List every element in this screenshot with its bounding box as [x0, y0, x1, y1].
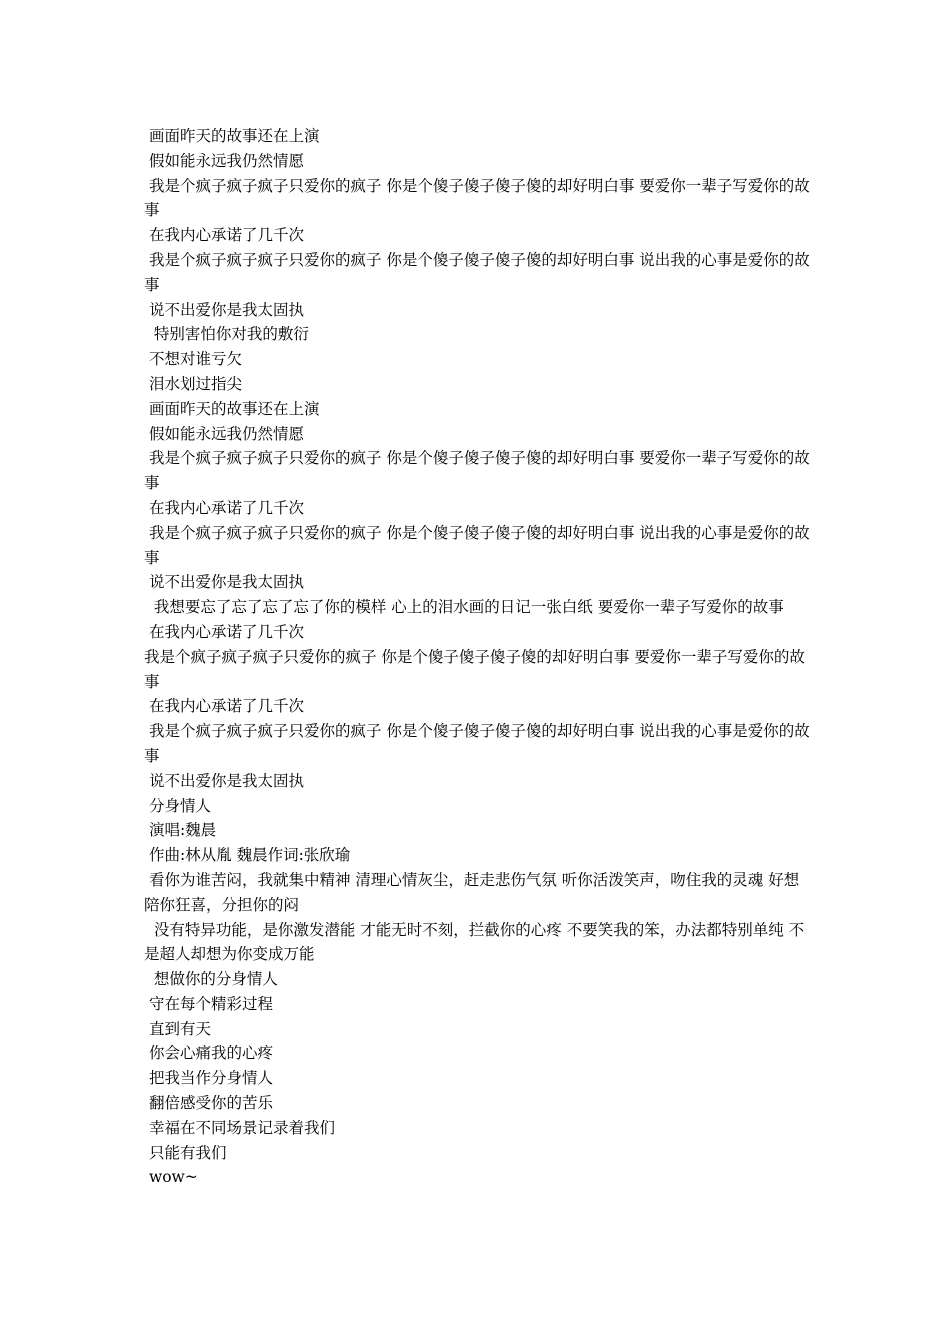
- lyric-line: 幸福在不同场景记录着我们: [144, 1118, 335, 1137]
- lyrics-document: [144, 124, 810, 1190]
- lyric-line: 说不出爱你是我太固执: [144, 300, 304, 319]
- lyric-line: wow~: [144, 1168, 198, 1187]
- lyric-line: 说不出爱你是我太固执: [144, 573, 304, 592]
- lyric-line: 我是个疯子疯子疯子只爱你的疯子 你是个傻子傻子傻子傻的却好明白事 要爱你一辈子写爱你的故事: [144, 647, 805, 691]
- composer-lyricist-credit: 作曲:林从胤 魏晨作词:张欣瑜: [144, 846, 351, 865]
- lyric-line: 没有特异功能，是你激发潜能 才能无时不刻，拦截你的心疼 不要笑我的笨，办法都特别单纯 不是超人却想为你变成万能: [144, 920, 805, 964]
- lyric-line: 在我内心承诺了几千次: [144, 226, 304, 245]
- lyric-line: 在我内心承诺了几千次: [144, 622, 304, 641]
- lyric-line: 我是个疯子疯子疯子只爱你的疯子 你是个傻子傻子傻子傻的却好明白事 要爱你一辈子写爱你的故事: [144, 176, 810, 220]
- lyric-line: 翻倍感受你的苦乐: [144, 1094, 273, 1113]
- lyric-line: 我是个疯子疯子疯子只爱你的疯子 你是个傻子傻子傻子傻的却好明白事 说出我的心事是爱你的故事: [144, 523, 810, 567]
- lyric-line: 不想对谁亏欠: [144, 350, 242, 369]
- lyric-line: 我是个疯子疯子疯子只爱你的疯子 你是个傻子傻子傻子傻的却好明白事 说出我的心事是爱你的故事: [144, 722, 810, 765]
- lyric-line: 我想要忘了忘了忘了忘了你的模样 心上的泪水画的日记一张白纸 要爱你一辈子写爱你的故事: [144, 598, 784, 617]
- lyric-line: 画面昨天的故事还在上演: [144, 127, 320, 145]
- lyric-line: 在我内心承诺了几千次: [144, 498, 304, 517]
- song-title: 分身情人: [144, 796, 211, 815]
- lyric-line: 看你为谁苦闷，我就集中精神 清理心情灰尘，赶走悲伤气氛 听你活泼笑声，吻住我的灵魂 好想陪你狂喜，分担你的闷: [144, 870, 800, 914]
- lyric-line: 说不出爱你是我太固执: [144, 771, 304, 790]
- lyric-line: 你会心痛我的心疼: [144, 1044, 273, 1063]
- lyric-line: 在我内心承诺了几千次: [144, 697, 304, 716]
- lyric-line: 只能有我们: [144, 1143, 227, 1162]
- lyric-line: 直到有天: [144, 1019, 211, 1038]
- lyric-line: 把我当作分身情人: [144, 1069, 273, 1088]
- lyric-line: 假如能永远我仍然情愿: [144, 151, 304, 170]
- lyric-line: 假如能永远我仍然情愿: [144, 424, 304, 443]
- lyric-line: 泪水划过指尖: [144, 374, 242, 393]
- lyric-line: 我是个疯子疯子疯子只爱你的疯子 你是个傻子傻子傻子傻的却好明白事 说出我的心事是爱你的故事: [144, 250, 810, 294]
- lyric-line: 想做你的分身情人: [144, 970, 278, 989]
- lyric-line: 特别害怕你对我的敷衍: [144, 325, 309, 344]
- lyric-line: 守在每个精彩过程: [144, 994, 273, 1013]
- lyric-line: 画面昨天的故事还在上演: [144, 399, 320, 418]
- lyric-line: 我是个疯子疯子疯子只爱你的疯子 你是个傻子傻子傻子傻的却好明白事 要爱你一辈子写爱你的故事: [144, 449, 810, 493]
- singer-credit: 演唱:魏晨: [144, 821, 217, 840]
